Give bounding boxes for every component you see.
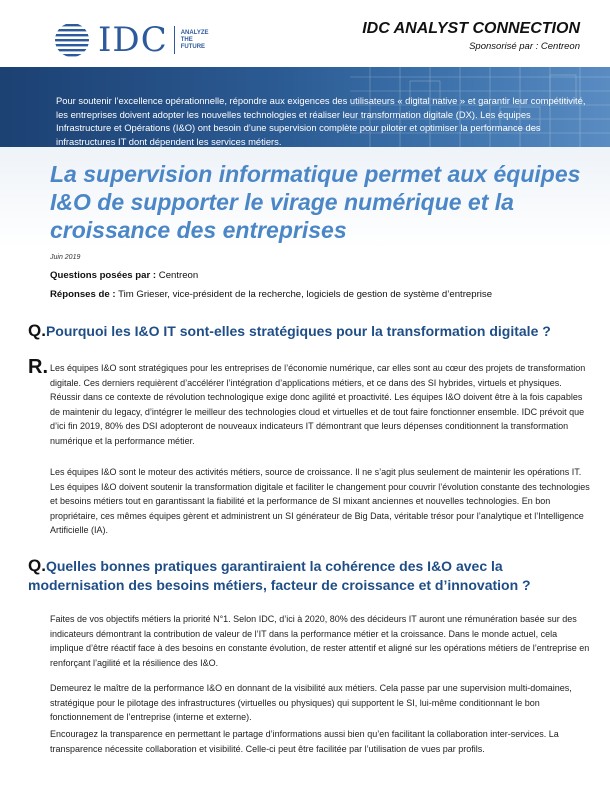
answer-1-paragraph-2: Les équipes I&O sont le moteur des activités métiers, source de croissance. Il ne s’agit plus seulement de maintenir les opérations IT. Les équipes I&O doivent soutenir la transformation digitale et faciliter le changement pour couvrir l’évolution constante des technologies et besoins métiers tout en garantissant la fiabilité et la performance de SI mixant anciennes et nouvelles technologies. En bon propriétaire, ces mêmes équipes gèrent et administrent un SI générateur de Big Data, véritable trésor pour l’analytique et l’Intelligence Artificielle (IA). (50, 467, 590, 535)
question-2-text: Quelles bonnes pratiques garantiraient la cohérence des I&O avec la modernisation des besoins métiers, facteur de croissance et d’innovation ? (28, 558, 531, 593)
question-1 (28, 321, 593, 341)
idc-logo (52, 20, 209, 60)
question-2 (28, 556, 593, 595)
answer-2-paragraph-3: Encouragez la transparence en permettant le partage d’informations aussi bien qu’en facilitant la collaboration inter-services. La transparence nécessite collaboration et visibilité. Celle-ci peut être facilitée par l’utilisation de vues par profils. (50, 729, 559, 754)
answer-2-paragraph-1: Faites de vos objectifs métiers la priorité N°1. Selon IDC, d’ici à 2020, 80% des décideurs IT auront une rémunération basée sur des indicateurs démontrant la contribution de valeur de l’IT dans la performance métier et la croissance. Dans le monde actuel, cela implique d’être réactif face à des besoins en constante évolution, de rester attentif et aligné sur les opérations métiers de l’entreprise en renforçant l’agilité et la résilience des I&O. (50, 614, 590, 668)
answers-by-label: Réponses de : (50, 289, 116, 300)
intro-banner (0, 67, 610, 147)
intro-text: Pour soutenir l’excellence opérationnelle, répondre aux exigences des utilisateurs « digital native » et garantir leur compétitivité, les entreprises doivent adopter les nouvelles technologies et réaliser leur transformation digitale (DX). Les équipes Infrastructure et Opérations (I&O) ont besoin d’une supervision complète pour piloter et optimiser la performance des infrastructures IT dont dépendent les services métiers. (56, 95, 586, 147)
logo-text: IDC (98, 20, 168, 60)
page-header (0, 0, 610, 66)
globe-icon (52, 20, 92, 60)
questions-by (50, 270, 590, 281)
answer-2-paragraph-2: Demeurez le maître de la performance I&O en donnant de la visibilité aux métiers. Cela passe par une supervision multi-domaines, stratégique pour le pilotage des infrastructures (virtuelles ou physiques) qui supportent le SI, lui-même conditionnant le bon fonctionnement de l’entreprise (interne et externe). (50, 683, 572, 722)
question-marker: Q. (28, 321, 46, 340)
tagline-line: FUTURE (180, 43, 206, 50)
answer-1-paragraph-1: Les équipes I&O sont stratégiques pour les entreprises de l’économie numérique, car elles sont au cœur des projets de transformation digitale. Ces derniers requièrent d’accélérer l’intégration d’applications métiers, et ce dans des SI hybrides, virtuels et physiques. Réussir dans ce contexte de révolution technologique exige donc agilité et proactivité. Les équipes I&O doivent être à la fois capables de maintenir du legacy, d’intégrer le meilleur des technologies cloud et virtuelles et de tout faire fonctionner ensemble. IDC prévoit que d’ici fin 2019, 80% des DSI adopteront de nouveaux indicateurs IT démontrant que leurs dépenses conditionnent la transformation numérique et la performance métier. (50, 363, 586, 446)
logo-divider (174, 26, 175, 54)
answers-by (50, 289, 590, 300)
sponsor-line: Sponsorisé par : Centreon (469, 41, 580, 52)
answer-marker: R. (28, 356, 48, 378)
questions-by-value: Centreon (158, 270, 199, 281)
page-title: La supervision informatique permet aux équipes I&O de supporter le virage numérique et la croissance des entreprises (50, 161, 581, 243)
questions-by-label: Questions posées par : (50, 270, 157, 281)
tagline-line: ANALYZE (180, 29, 209, 36)
question-marker: Q. (28, 556, 46, 575)
tagline-line: THE (180, 36, 193, 43)
question-1-text: Pourquoi les I&O IT sont-elles stratégiques pour la transformation digitale ? (45, 323, 551, 339)
report-type: IDC ANALYST CONNECTION (362, 20, 580, 37)
publication-date: Juin 2019 (50, 254, 81, 261)
logo-tagline (181, 30, 209, 51)
answers-by-value: Tim Grieser, vice-président de la recherche, logiciels de gestion de système d’entreprise (118, 289, 493, 300)
